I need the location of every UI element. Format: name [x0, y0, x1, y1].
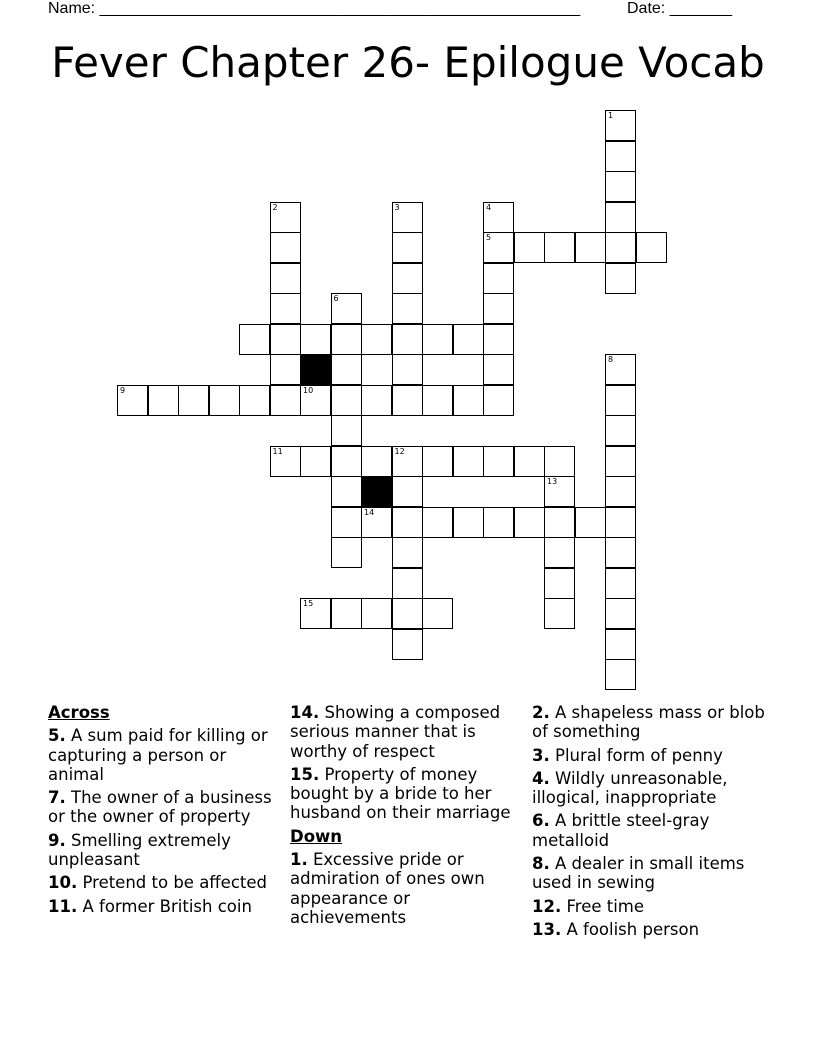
crossword-cell[interactable] [483, 446, 514, 477]
crossword-cell[interactable] [422, 324, 453, 355]
crossword-cell[interactable] [453, 507, 484, 538]
crossword-cell[interactable] [331, 324, 362, 355]
crossword-cell[interactable] [239, 385, 270, 416]
crossword-cell[interactable] [544, 598, 575, 629]
crossword-cell[interactable] [605, 568, 636, 599]
clue-across-7: 7. The owner of a business or the owner of property [48, 788, 272, 827]
across-heading: Across [48, 703, 110, 722]
crossword-cell[interactable] [270, 263, 301, 294]
crossword-cell[interactable] [544, 446, 575, 477]
clue-number: 3 [394, 202, 400, 212]
clue-number: 13 [547, 477, 558, 486]
crossword-cell[interactable] [270, 385, 301, 416]
crossword-cell[interactable] [361, 324, 392, 355]
crossword-cell[interactable] [331, 354, 362, 385]
clue-number: 1 [608, 111, 614, 120]
clue-number: 14 [364, 507, 375, 517]
crossword-cell[interactable] [148, 385, 179, 416]
crossword-cell[interactable] [178, 385, 209, 416]
crossword-cell[interactable] [331, 598, 362, 629]
crossword-cell[interactable] [483, 232, 514, 263]
clue-down-1: 1. Excessive pride or admiration of ones own appearance or achievements [290, 850, 485, 927]
crossword-cell[interactable] [514, 446, 545, 477]
clue-down-2: 2. A shapeless mass or blob of something [532, 703, 765, 742]
clue-number: 6 [333, 294, 339, 303]
clues-column-3 [532, 703, 768, 943]
clue-across-14: 14. Showing a composed serious manner that is worthy of respect [290, 703, 501, 761]
name-line: Name: ______________________________________________________ [48, 0, 581, 17]
crossword-cell[interactable] [270, 354, 301, 385]
crossword-cell[interactable] [605, 598, 636, 629]
crossword-cell[interactable] [392, 263, 423, 294]
crossword-cell[interactable] [392, 354, 423, 385]
clue-across-5: 5. A sum paid for killing or capturing a person or animal [48, 726, 268, 784]
clue-number: 8 [608, 355, 614, 364]
clue-number: 15 [303, 599, 314, 608]
crossword-cell[interactable] [605, 171, 636, 202]
clue-number: 11 [272, 446, 283, 456]
crossword-cell[interactable] [544, 537, 575, 568]
crossword-cell[interactable] [331, 415, 362, 446]
crossword-cell[interactable] [331, 385, 362, 416]
crossword-cell[interactable] [544, 232, 575, 263]
crossword-black-cell [300, 354, 331, 385]
crossword-cell[interactable] [605, 385, 636, 416]
crossword-cell[interactable] [331, 537, 362, 568]
crossword-cell[interactable] [270, 232, 301, 263]
clue-across-11: 11. A former British coin [48, 896, 252, 916]
crossword-cell[interactable] [514, 232, 545, 263]
crossword-cell[interactable] [605, 446, 636, 477]
crossword-cell[interactable] [422, 385, 453, 416]
crossword-cell[interactable] [605, 537, 636, 568]
crossword-cell[interactable] [361, 446, 392, 477]
crossword-cell[interactable] [544, 476, 575, 507]
crossword-cell[interactable] [605, 232, 636, 263]
crossword-cell[interactable] [422, 598, 453, 629]
crossword-cell[interactable] [361, 598, 392, 629]
crossword-cell[interactable] [453, 446, 484, 477]
crossword-cell[interactable] [392, 598, 423, 629]
crossword-cell[interactable] [270, 446, 301, 477]
clues-column-1 [48, 703, 284, 920]
crossword-cell[interactable] [392, 293, 423, 324]
crossword-cell[interactable] [270, 324, 301, 355]
clue-number: 10 [303, 385, 314, 395]
crossword-cell[interactable] [392, 629, 423, 660]
clue-across-9: 9. Smelling extremely unpleasant [48, 830, 231, 870]
crossword-cell[interactable] [270, 293, 301, 324]
page-title: Fever Chapter 26- Epilogue Vocab [51, 38, 765, 87]
crossword-cell[interactable] [392, 324, 423, 355]
crossword-cell[interactable] [483, 507, 514, 538]
crossword-cell[interactable] [514, 507, 545, 538]
crossword-cell[interactable] [605, 507, 636, 538]
crossword-cell[interactable] [605, 141, 636, 172]
crossword-cell[interactable] [117, 385, 148, 416]
clue-number: 5 [486, 233, 492, 242]
crossword-cell[interactable] [392, 202, 423, 233]
crossword-cell[interactable] [544, 507, 575, 538]
crossword-cell[interactable] [392, 476, 423, 507]
crossword-cell[interactable] [605, 263, 636, 294]
clue-down-8: 8. A dealer in small items used in sewing [532, 854, 745, 893]
crossword-cell[interactable] [331, 507, 362, 538]
clue-number: 4 [486, 202, 492, 212]
crossword-cell[interactable] [300, 598, 331, 629]
crossword-cell[interactable] [483, 324, 514, 355]
crossword-cell[interactable] [422, 507, 453, 538]
clue-down-6: 6. A brittle steel-gray metalloid [532, 811, 710, 850]
crossword-cell[interactable] [392, 507, 423, 538]
crossword-cell[interactable] [361, 507, 392, 538]
crossword-cell[interactable] [239, 324, 270, 355]
crossword-cell[interactable] [392, 537, 423, 568]
crossword-cell[interactable] [453, 385, 484, 416]
crossword-cell[interactable] [361, 385, 392, 416]
crossword-cell[interactable] [575, 232, 606, 263]
crossword-cell[interactable] [636, 232, 667, 263]
crossword-cell[interactable] [575, 507, 606, 538]
crossword-cell[interactable] [331, 293, 362, 324]
crossword-cell[interactable] [605, 110, 636, 141]
crossword-cell[interactable] [392, 568, 423, 599]
clue-across-15: 15. Property of money bought by a bride to her husband on their marriage [290, 764, 511, 823]
crossword-cell[interactable] [392, 446, 423, 477]
clues-column-2 [290, 703, 526, 931]
crossword-cell[interactable] [605, 415, 636, 446]
crossword-cell[interactable] [209, 385, 240, 416]
crossword-cell[interactable] [483, 385, 514, 416]
crossword-cell[interactable] [270, 202, 301, 233]
crossword-cell[interactable] [605, 629, 636, 660]
crossword-cell[interactable] [483, 202, 514, 233]
crossword-cell[interactable] [483, 354, 514, 385]
crossword-cell[interactable] [605, 476, 636, 507]
crossword-cell[interactable] [605, 202, 636, 233]
clue-down-13: 13. A foolish person [532, 919, 700, 939]
crossword-cell[interactable] [605, 659, 636, 690]
crossword-black-cell [361, 476, 392, 507]
clue-number: 2 [272, 202, 278, 212]
crossword-cell[interactable] [300, 324, 331, 355]
crossword-cell[interactable] [331, 476, 362, 507]
crossword-cell[interactable] [392, 385, 423, 416]
clue-number: 12 [394, 446, 405, 456]
crossword-cell[interactable] [422, 446, 453, 477]
crossword-cell[interactable] [331, 446, 362, 477]
crossword-cell[interactable] [392, 232, 423, 263]
crossword-cell[interactable] [300, 385, 331, 416]
clue-down-12: 12. Free time [532, 896, 645, 916]
crossword-cell[interactable] [483, 293, 514, 324]
crossword-cell[interactable] [483, 263, 514, 294]
down-heading: Down [290, 826, 343, 846]
crossword-cell[interactable] [300, 446, 331, 477]
clue-across-10: 10. Pretend to be affected [48, 873, 267, 893]
crossword-cell[interactable] [605, 354, 636, 385]
crossword-cell[interactable] [453, 324, 484, 355]
crossword-cell[interactable] [544, 568, 575, 599]
date-line: Date: _______ [627, 0, 732, 17]
clue-down-4: 4. Wildly unreasonable, illogical, inappropriate [532, 768, 728, 808]
clue-number: 9 [120, 385, 126, 395]
clue-down-3: 3. Plural form of penny [532, 745, 723, 765]
